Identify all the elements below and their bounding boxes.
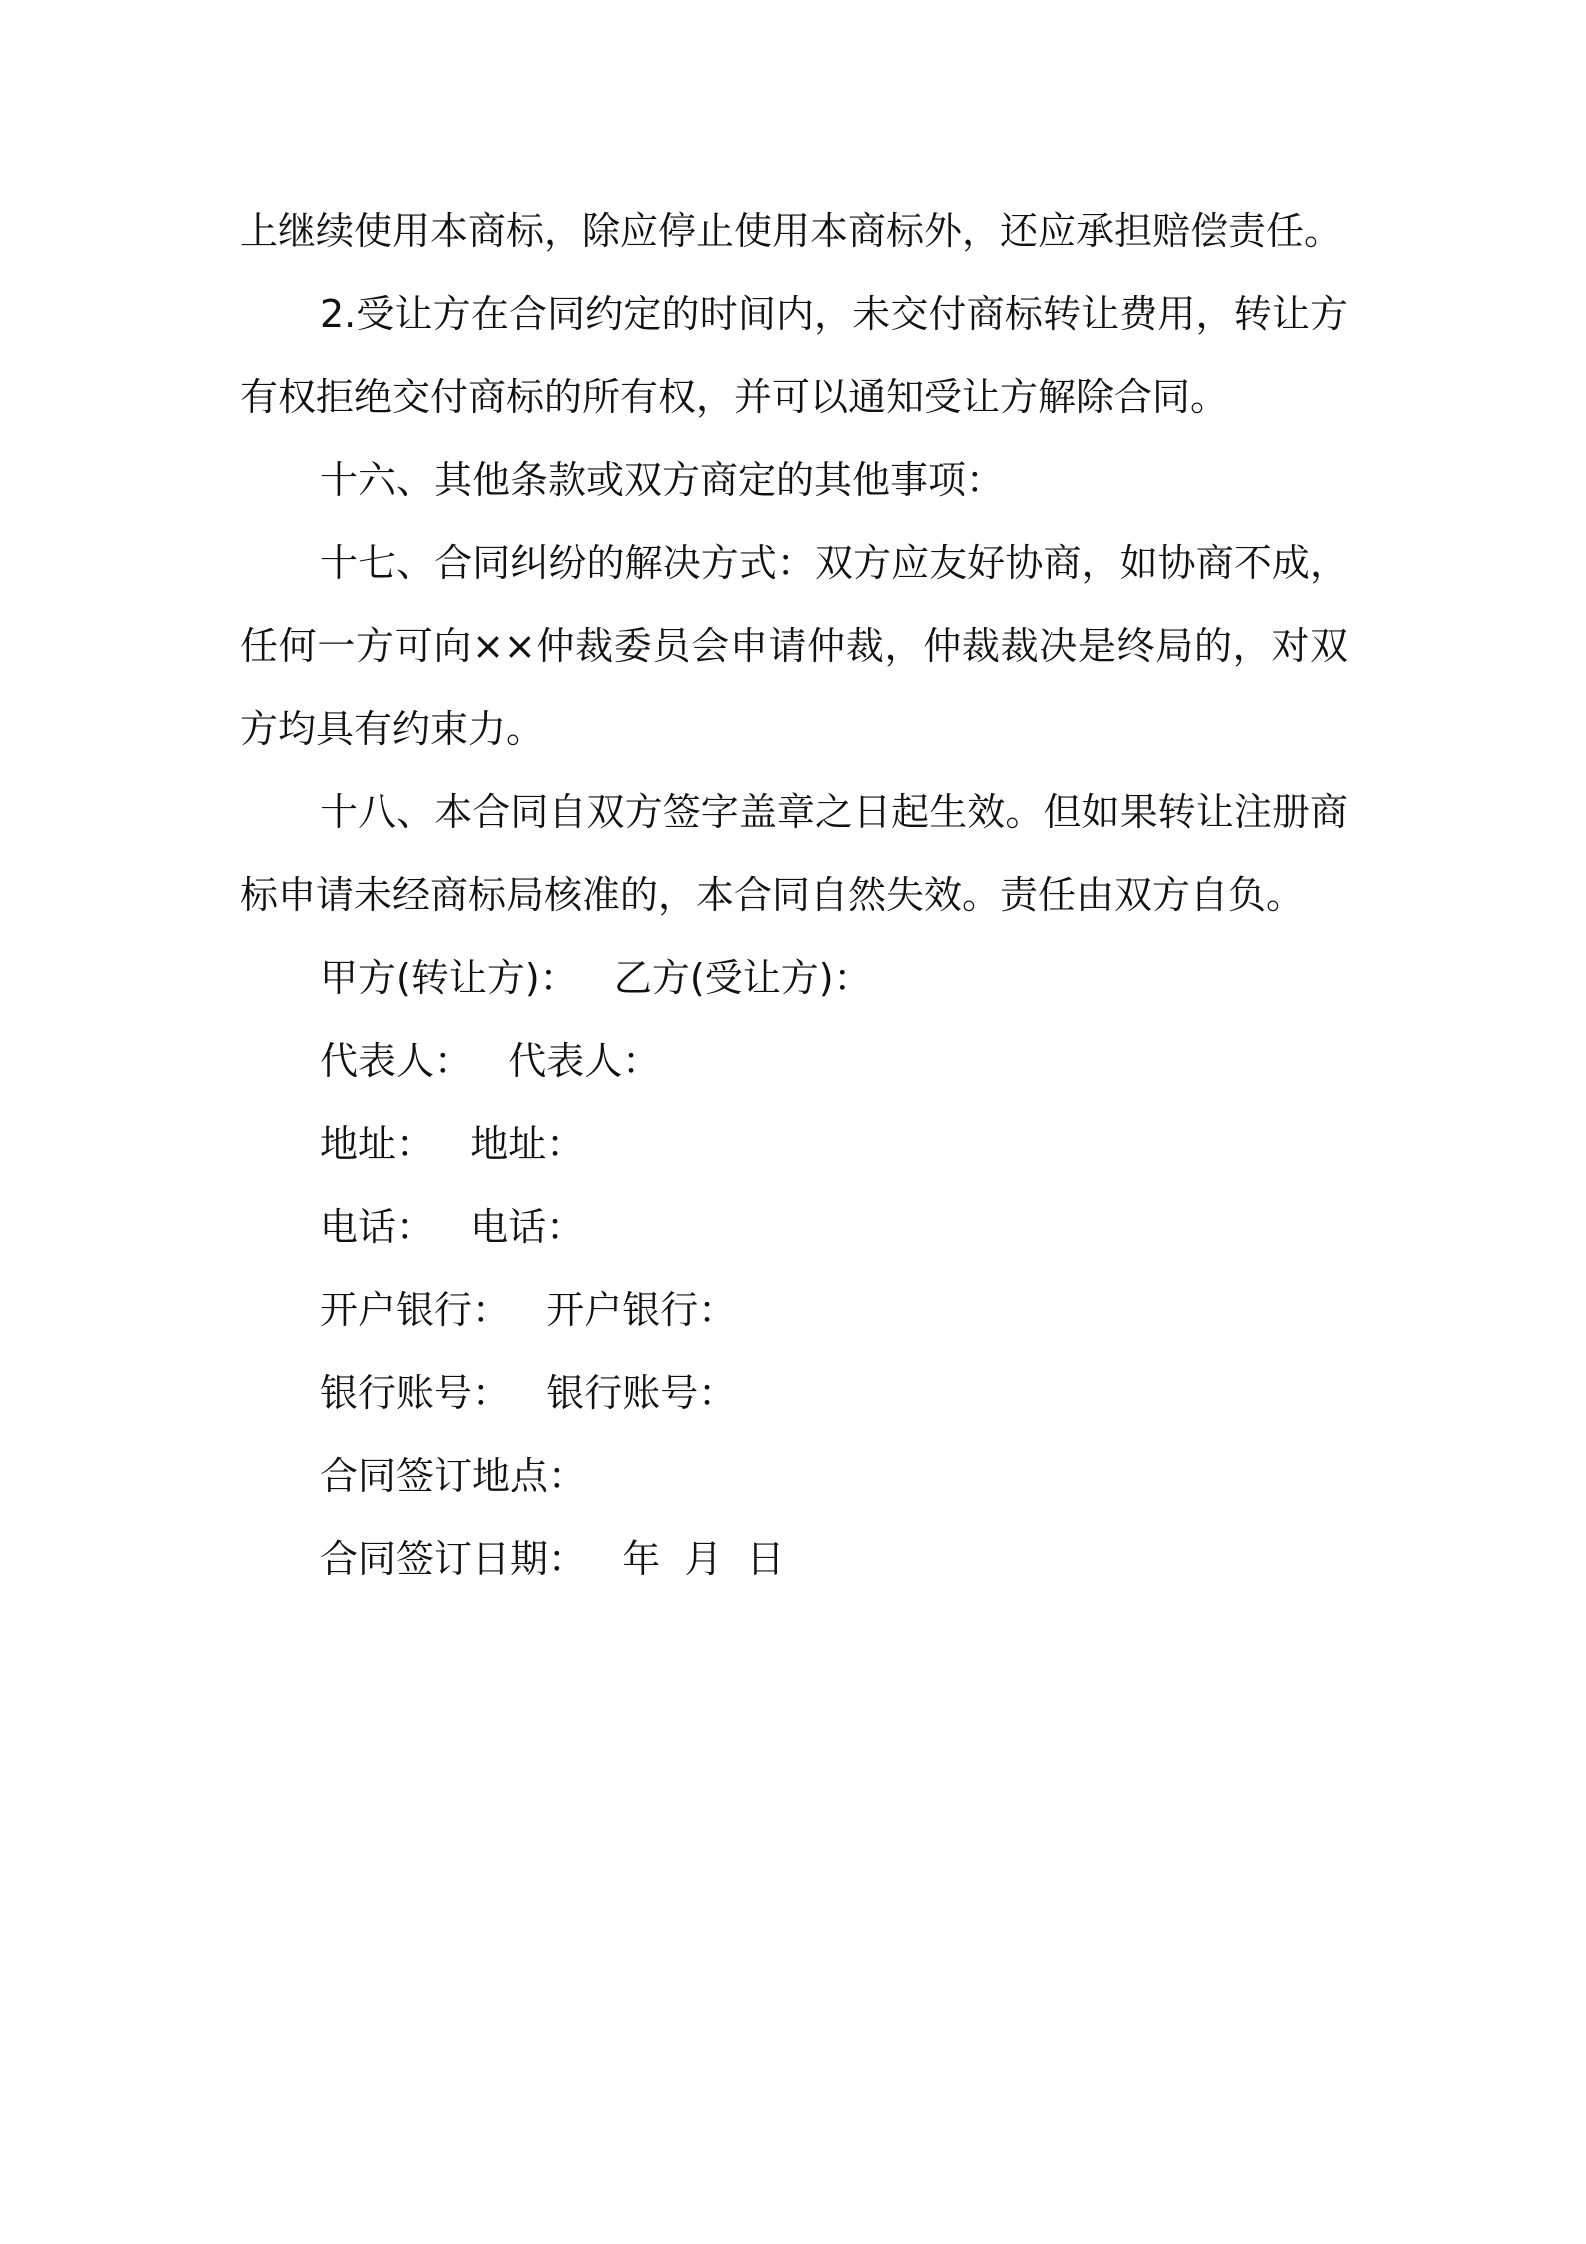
field-bank-account: 银行账号： 银行账号：	[320, 1371, 737, 1415]
field-signing-place: 合同签订地点：	[320, 1454, 587, 1498]
field-signing-date: 合同签订日期： 年 月 日	[320, 1537, 785, 1581]
paragraph-clause-18: 十八、本合同自双方签字盖章之日起生效。但如果转让注册商标申请未经商标局核准的，本合同自然失效。责任由双方自负。	[240, 790, 1348, 917]
field-parties: 甲方(转让方)： 乙方(受让方)：	[320, 956, 872, 1000]
document-body	[240, 190, 1348, 1601]
paragraph-clause-2: 2.受让方在合同约定的时间内，未交付商标转让费用，转让方有权拒绝交付商标的所有权，并可以通知受让方解除合同。	[240, 292, 1348, 419]
paragraph-clause-16: 十六、其他条款或双方商定的其他事项：	[320, 458, 1005, 502]
paragraph-clause-17: 十七、合同纠纷的解决方式：双方应友好协商，如协商不成，任何一方可向××仲裁委员会申请仲裁，仲裁裁决是终局的，对双方均具有约束力。	[240, 541, 1348, 751]
field-phone: 电话： 电话：	[320, 1205, 585, 1249]
paragraph-continuation: 上继续使用本商标，除应停止使用本商标外，还应承担赔偿责任。	[240, 209, 1343, 253]
field-representative: 代表人： 代表人：	[320, 1039, 661, 1083]
field-address: 地址： 地址：	[320, 1122, 585, 1166]
signature-block	[240, 937, 1348, 1601]
field-bank: 开户银行： 开户银行：	[320, 1288, 737, 1332]
